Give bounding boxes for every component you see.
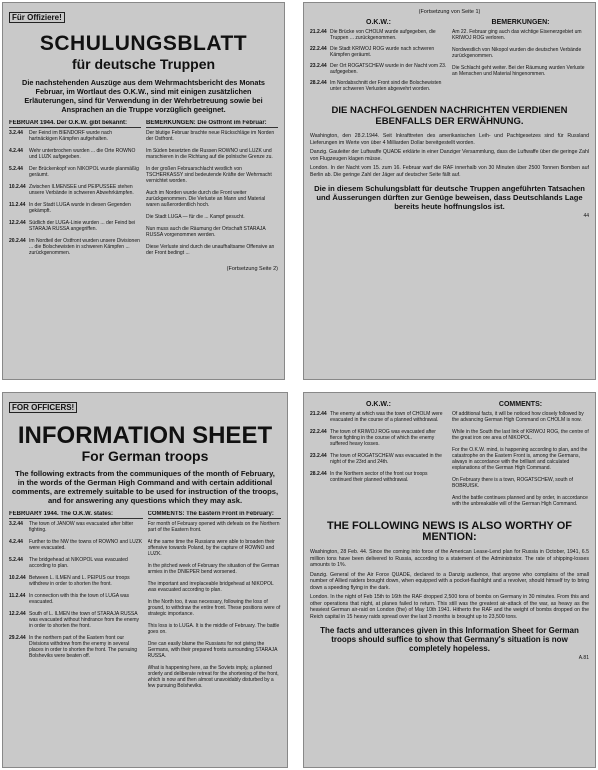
entry-date: 22.2.44 — [310, 46, 327, 52]
comment-paragraph: And the battle continues planned and by order, in accordance with the unbreakable will of the German High Command. — [452, 495, 588, 507]
entry-date: 11.2.44 — [9, 593, 26, 599]
okw-entry — [9, 184, 141, 196]
comment-paragraph: For month of February opened with defeats on the Northern part of the Eastern front. — [147, 521, 280, 533]
sheet-title: SCHULUNGSBLATT — [39, 32, 248, 55]
sheet-english-back — [303, 392, 596, 768]
okw-entry — [310, 29, 447, 41]
two-columns — [310, 397, 589, 513]
news-item: Washington, 28 Feb. 44. Since the coming into force of the American Lease-Lend plan for Russia in October, 1941, 6.5 million tons have been delivered to Russia, according to a statement of the Administrator. The rate of shipping-losses amounts to 1%. — [310, 549, 589, 568]
entry-date: 11.2.44 — [9, 202, 26, 208]
entry-text: Der Feind im BIENDORF wurde nach hartnäckigen Kämpfen aufgehalten. — [29, 130, 113, 142]
entry-text: Der Brückenkopf von NIKOPOL wurde planmäßig geräumt. — [29, 166, 139, 178]
continuation-line: (Fortsetzung von Seite 1) — [418, 9, 481, 15]
entry-text: The bridgehead at NIKOPOL was evacuated according to plan. — [29, 557, 128, 569]
two-columns — [310, 15, 589, 97]
comment-paragraph: Die Schlacht geht weiter. Bei der Räumung wurden Verluste an Menschen und Material hingenommen. — [452, 65, 585, 77]
intro-text: Die nachstehenden Auszüge aus dem Wehrmachtsbericht des Monats Februar, im Wortlaut des O.K.W., sind mit einigen zusätzlichen Erläuterungen, sind für Verwendung in der Wehrbetreuung sowie bei Ansprachen an die Truppe vorzüglich geeignet. — [22, 78, 265, 114]
comment-paragraph: Diese Verluste sind durch die unaufhaltsame Offensive an der Front bedingt ... — [146, 244, 275, 256]
sheet-german-back — [303, 2, 596, 380]
news-item: Danzig. Gauleiter der Luftwaffe QUADE erklärte in einer Danziger Versammlung, dass die Luftwaffe über die geringe Zahl von Flugzeugen klagen müsse. — [310, 149, 589, 162]
news-item: London. In the night of Feb 15th to 16th the RAF dropped 2,500 tons of bombs on Germany in 30 minutes. From this and other operations that night, at planes failed to return. This still was the greatest air-attack of the war, as heavy as the heaviest German air-raid on London (the) of May 10th 1941. Hitherto the RAF and the weight of bombs dropped on the Reich capital in 15 heavy raids spread over the last 3 months is brought up to 23,500 tons. — [310, 594, 589, 620]
entry-date: 28.2.44 — [310, 80, 327, 86]
comment-paragraph: While in the South the last link of KRIWOJ ROG, the centre of the great iron ore area of NIKOPOL. — [452, 429, 589, 441]
column-head: COMMENTS: The Eastern Front in February: — [148, 511, 282, 519]
sheet-subtitle: For German troops — [81, 448, 209, 464]
entry-text: Further to the NW the towns of ROWNO and LUZK were evacuated. — [29, 539, 143, 551]
continuation-note: (Fortsetzung Seite 2) — [226, 266, 278, 272]
news-list — [310, 549, 589, 620]
entry-date: 4.2.44 — [9, 539, 23, 545]
column-head: FEBRUARY 1944. The O.K.W. states: — [9, 511, 143, 519]
comment-paragraph: One can easily blame the Russians for not giving the Germans, with their prepared fronts surrounding STARAJA RUSSA. — [147, 641, 278, 659]
comment-paragraph: Am 22. Februar ging auch das wichtige Eisenerzgebiet um KRIWOJ ROG verloren. — [452, 29, 582, 41]
entry-text: Der Ort ROGATSCHEW wurde in der Nacht vom 23. aufgegeben. — [330, 63, 447, 75]
conclusion-text: The facts and utterances given in this Information Sheet for German troops should suffice to show that Germany's situation is now completely hopeless. — [320, 626, 579, 653]
comment-paragraph: For the O.K.W. mind, is happening according to plan, and the catastrophe on the Eastern Front is, among the Germans, always in accordance with the brilliant and calculated explanations of the German High Command. — [452, 447, 588, 471]
okw-entry — [9, 166, 141, 178]
okw-entry — [9, 557, 143, 569]
officers-tag: FOR OFFICERS! — [9, 402, 77, 413]
okw-entry — [9, 238, 141, 256]
intro-text: The following extracts from the communiques of the month of February, in the words of the German High Command and with certain additional comments, are extremely suitable to be used for instruction of the troops, and for answering any questions which they may ask. — [11, 469, 279, 505]
entry-text: In connection with this the town of LUGA was evacuated. — [29, 593, 130, 605]
okw-entry — [310, 453, 447, 465]
entry-date: 10.2.44 — [9, 575, 26, 581]
entry-date: 3.2.44 — [9, 130, 23, 136]
entry-date: 3.2.44 — [9, 521, 23, 527]
sheet-title: INFORMATION SHEET — [17, 422, 273, 449]
entry-list — [310, 29, 447, 92]
okw-entry — [310, 46, 447, 58]
okw-entry — [310, 471, 447, 483]
comments-column — [148, 511, 282, 695]
entry-text: Die Brücke von CHOLM wurde aufgegeben, die Truppen ... zurückgenommen. — [330, 29, 436, 41]
okw-entry — [9, 593, 143, 605]
entry-text: South of L. ILMEN the town of STARAJA RUSSA was evacuated without hindrance from the enemy in order to shorten the front. — [29, 611, 140, 629]
okw-entry — [310, 63, 447, 75]
news-heading: DIE NACHFOLGENDEN NACHRICHTEN VERDIENEN EBENFALLS DER ERWÄHNUNG. — [331, 105, 568, 127]
comment-paragraph: This loss is to LUGA. It is the middle of February. The battle goes on. — [147, 623, 280, 635]
entry-date: 10.2.44 — [9, 184, 26, 190]
entry-text: The town of ROGATSCHEW was evacuated in the night of the 23rd and 24th. — [330, 453, 442, 465]
entry-text: The town of KRIWOJ ROG was evacuated after fierce fighting in the course of which the enemy suffered heavy losses. — [330, 429, 436, 447]
comment-paragraph: Nordwestlich von Nikopol wurden die deutschen Verbände zurückgenommen. — [452, 47, 582, 59]
entry-text: Wehr unterbrochen wurden ... die Orte ROWNO und LUZK aufgegeben. — [29, 148, 136, 160]
column-head: BEMERKUNGEN: — [491, 19, 550, 26]
column-head: FEBRUAR 1944. Der O.K.W. gibt bekannt: — [9, 120, 141, 128]
comment-paragraph: Die Stadt LUGA — für die ... Kampf gesucht. — [146, 214, 245, 220]
entry-date: 29.2.44 — [9, 635, 26, 641]
entry-text: Between L. ILMEN and L. PEIPUS our troops withdrew in order to shorten the front. — [29, 575, 130, 587]
comments-column — [146, 120, 278, 262]
entry-date: 21.2.44 — [310, 411, 327, 417]
news-item: London. In der Nacht vom 15. zum 16. Februar warf die RAF innerhalb von 30 Minuten über 2500 Tonnen Bomben auf Berlin ab. Die geringe Zahl der Jäger auf deutscher Seite fällt auf. — [310, 165, 589, 178]
two-columns — [9, 120, 278, 262]
news-item: Danzig. General of the Air Force QUADE, declared to a Danzig audience, that anyone who complains of the small number of Allied raiders brought down, when equipped with a pocket-flashlight and a revolver, should himself try to bring down a speeding flying in the dark. — [310, 571, 589, 591]
entry-text: In the Northern sector of the front our troops continued their planned withdrawal. — [330, 471, 428, 483]
entry-list — [9, 521, 143, 659]
comments-column — [452, 15, 589, 97]
okw-entry — [310, 429, 447, 447]
entry-text: Im Nordteil der Ostfront wurden unsere Divisionen ... die Bolschewisten in schweren Kämpfen ... zurückgenommen. — [29, 238, 140, 256]
comment-paragraph: In the North too, it was necessary, following the loss of ground, to withdraw the entire front. These positions were of strategic importance. — [147, 599, 281, 617]
entry-date: 21.2.44 — [310, 29, 327, 35]
entry-list — [310, 411, 447, 483]
comment-paragraph: Nun muss auch die Räumung der Ortschaft STARAJA RUSSA vorgenommen werden. — [146, 226, 266, 238]
okw-column — [9, 120, 141, 262]
sheet-english-front — [2, 392, 288, 768]
entry-text: Südlich der LUGA-Linie wurden ... der Feind bei STARAJA RUSSA angegriffen. — [29, 220, 136, 232]
entry-date: 12.2.44 — [9, 611, 26, 617]
sheet-german-front — [2, 2, 285, 380]
comment-paragraph: In der großen Februarschlacht westlich von TSCHERKASSY sind bedeutende Kräfte der Wehrmacht vernichtet worden. — [146, 166, 272, 184]
comment-paragraph: Im Süden besetzten die Russen ROWNO und LUZK und marschieren in die Richtung auf die polnische Grenze zu. — [146, 148, 273, 160]
conclusion-text: Die in diesem Schulungsblatt für deutsche Truppen angeführten Tatsachen und Äusserungen dürften zur Genüge beweisen, dass Deutschlands Lage bereits heute hoffnungslos ist. — [314, 184, 585, 211]
okw-entry — [9, 521, 143, 533]
entry-list — [9, 130, 141, 256]
comment-paragraph: The important and irreplaceable bridgehead at NIKOPOL was evacuated according to plan. — [147, 581, 274, 593]
two-columns — [9, 511, 281, 695]
comment-paragraph: Of additional facts, it will be noticed how closely followed by the advancing German High Command on CHOLM is now. — [452, 411, 584, 423]
comment-list — [452, 29, 589, 77]
news-item: Washington, den 28.2.1944. Seit Inkrafttreten des amerikanischen Leih- und Pachtgesetzes sind für Russland Lieferungen im Werte von über 4 Milliarden Dollar bereitgestellt worden. — [310, 133, 589, 146]
column-head: BEMERKUNGEN: Die Ostfront im Februar: — [146, 120, 278, 128]
column-head: COMMENTS: — [498, 401, 543, 408]
column-head: O.K.W.: — [366, 401, 391, 408]
entry-date: 5.2.44 — [9, 166, 23, 172]
comment-paragraph: Auch im Norden wurde durch die Front weiter zurückgenommen. Die Verluste an Mann und Material waren außerordentlich hoch. — [146, 190, 266, 208]
okw-entry — [9, 130, 141, 142]
okw-entry — [9, 575, 143, 587]
comment-paragraph: In the pitched week of February the situation of the German armies in the DNIEPER bend worsened. — [147, 563, 280, 575]
okw-entry — [9, 148, 141, 160]
news-list — [310, 133, 589, 178]
entry-date: 22.2.44 — [310, 429, 327, 435]
okw-entry — [9, 539, 143, 551]
entry-date: 23.2.44 — [310, 63, 327, 69]
comment-list — [148, 521, 282, 689]
comment-list — [452, 411, 589, 507]
entry-text: Zwischen ILMENSEE und PEIPUSSEE stehen unsere Verbände in schweren Abwehrkämpfen. — [29, 184, 134, 196]
entry-date: 20.2.44 — [9, 238, 26, 244]
okw-entry — [310, 80, 447, 92]
sheet-number: 44 — [583, 213, 589, 219]
okw-column — [310, 15, 447, 97]
column-head: O.K.W.: — [366, 19, 391, 26]
comment-list — [146, 130, 278, 256]
okw-entry — [9, 611, 143, 629]
entry-text: Die Stadt KRIWOJ ROG wurde nach schweren Kämpfen geräumt. — [330, 46, 435, 58]
officers-tag: Für Offiziere! — [9, 12, 65, 23]
comment-paragraph: At the same time the Russians were able to broaden their offensive towards Poland, by the capture of ROWNO and LUZK. — [147, 539, 275, 557]
entry-date: 4.2.44 — [9, 148, 23, 154]
comment-paragraph: Der blutige Februar brachte neue Rückschläge im Norden der Ostfront. — [146, 130, 275, 142]
comments-column — [452, 397, 589, 513]
entry-text: Im Nordabschnitt der Front sind die Bolschewisten unter schweren Verlusten abgewehrt worden. — [330, 80, 442, 92]
okw-entry — [9, 220, 141, 232]
okw-entry — [9, 635, 143, 659]
news-heading: THE FOLLOWING NEWS IS ALSO WORTHY OF MENTION: — [326, 520, 573, 543]
okw-entry — [9, 202, 141, 214]
okw-entry — [310, 411, 447, 423]
okw-column — [310, 397, 447, 513]
entry-date: 5.2.44 — [9, 557, 23, 563]
entry-date: 23.2.44 — [310, 453, 327, 459]
okw-column — [9, 511, 143, 695]
sheet-number: A.81 — [578, 655, 589, 661]
comment-paragraph: What is happening here, as the Soviets imply, a planned orderly and deliberate retreat for the shortening of the front, which is now and then almost unavoidably disturbed by a few pursuing Bolsheviks. — [147, 665, 279, 689]
entry-text: In the northern part of the Eastern front our Divisions withdrew from the enemy in several places in order to shorten the front. The pursuing Bolsheviks were beaten off. — [29, 635, 138, 659]
comment-paragraph: On February there is a town, ROGATSCHEW, south of BOBRUISK. — [452, 477, 574, 489]
entry-date: 12.2.44 — [9, 220, 26, 226]
entry-text: The enemy at which was the town of CHOLM were evacuated in the course of a planned withdrawal. — [330, 411, 443, 423]
entry-text: The town of JANOW was evacuated after bitter fighting. — [29, 521, 134, 533]
entry-date: 28.2.44 — [310, 471, 327, 477]
entry-text: In der Stadt LUGA wurde in diesen Gegenden gekämpft. — [29, 202, 131, 214]
sheet-subtitle: für deutsche Truppen — [71, 56, 216, 72]
